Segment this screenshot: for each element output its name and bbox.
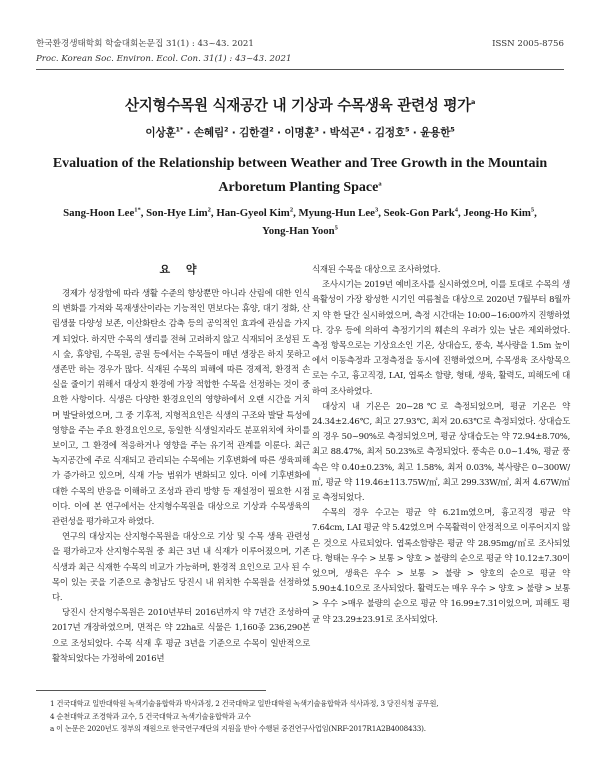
en-author-affiliation-mark: 2	[289, 206, 294, 214]
en-author-separator: ,	[534, 207, 537, 219]
journal-citation-en: Proc. Korean Soc. Environ. Ecol. Con. 31(1) : 43~43. 2021	[36, 54, 292, 64]
right-column	[312, 262, 570, 627]
abstract-paragraph-3: 당진시 산지형수목원은 2010년부터 2016년까지 약 7년간 조성하여 2017년 개장하였으며, 면적은 약 22ha로 식물은 1,160종 236,290본으로 조성되었다. 수목 식재 후 평균 3년을 기준으로 수목이 일반적으로 활착되었다는 가정하에 2016년	[52, 607, 310, 663]
korean-title-text: 산지형수목원 식재공간 내 기상과 수목생육 관련성 평가	[124, 97, 471, 114]
abstract-right-paragraph-1: 식재된 수목을 대상으로 조사하였다.	[312, 264, 441, 274]
abstract-right-paragraph-2: 조사시기는 2019년 예비조사를 실시하였으며, 이를 토대로 수목의 생육활성이 가장 왕성한 시기인 여름철을 대상으로 2020년 7월부터 8월까지 약 한 달간 실시하였으며, 측정 시간대는 10:00~16:00까지 진행하였다. 강우 등에 의하여 측정기기의 훼손의 우려가 있는 날은 제외하였다. 측정 항목으로는 기상요소인 기온, 상대습도, 풍속, 복사량을 1.5m 높이에서 이동측정과 고정측정을 동시에 진행하였으며, 수목생육 조사항목으로는 수고, 흉고직경, LAI, 엽록소 함량, 형태, 생육, 활력도, 피해도에 대하여 조사하였다.	[312, 279, 570, 396]
en-author-affiliation-mark: 5	[530, 206, 535, 214]
en-author-3: Han-Gyeol Kim$^2$	[216, 206, 294, 219]
title-ko-footnote-mark: a	[470, 98, 476, 107]
abstract-right-paragraph-4: 수목의 경우 수고는 평균 약 6.21m였으며, 흉고직경 평균 약 7.64cm, LAI 평균 약 5.42였으며 수목활력이 안정적으로 이루어지지 않은 것으로 사료되었다. 엽록소함량은 평균 약 28.95mg/㎡로 조사되었다. 형태는 우수 > 보통 > 양호 > 불량의 순으로 평균 약 10.12±7.30이었으며, 생육은 우수 > 보통 > 불량 > 양호의 순으로 평균 약 5.90±4.10으로 조사되었다. 활력도는 매우 우수 > 양호 > 불량 > 보통 > 우수 >매우 불량의 순으로 평균 약 16.99±7.31이었으며, 피해도 평균 약 23.29±23.91로 조사되었다.	[312, 507, 570, 624]
en-author-affiliation-mark: 3	[374, 206, 379, 214]
ko-author-1: 이상훈$^{1*}$	[145, 125, 184, 139]
en-author-affiliation-mark: 5	[334, 224, 338, 232]
ko-author-separator: ·	[409, 127, 421, 139]
en-author-separator: ,	[140, 207, 147, 219]
en-author-separator: ,	[457, 207, 464, 219]
abstract-heading: 요 약	[159, 263, 203, 276]
english-authors	[46, 204, 554, 240]
ko-author-3: 김한결$^2$	[239, 125, 274, 139]
en-author-4: Myung-Hun Lee$^3$	[298, 206, 379, 219]
ko-author-separator: ·	[183, 127, 194, 139]
ko-author-affiliation-mark: 5	[404, 125, 410, 134]
en-author-1: Sang-Hoon Lee$^{1*}$	[63, 206, 141, 219]
footnote-affiliations-2: 4 순천대학교 조경학과 교수, 5 건국대학교 녹색기술융합학과 교수	[50, 711, 251, 721]
ko-author-separator: ·	[318, 127, 330, 139]
abstract-right-paragraph-3: 대상지 내 기온은 20~28℃로 측정되었으며, 평균 기온은 약 24.34±2.46℃, 최고 27.93℃, 최저 20.63℃로 측정되었다. 상대습도의 경우 50~90%로 측정되었으며, 평균 상대습도는 약 72.94±8.70%, 최고 88.47%, 최저 50.23%로 측정되었다. 풍속은 0.0~1.4%, 평균 풍속은 약 0.40±0.23%, 최고 1.58%, 최저 0.03%, 복사량은 0~300W/㎡, 평균 약 119.46±113.75W/㎡, 최고 299.33W/㎡, 최저 4.67W/㎡로 측정되었다.	[312, 400, 570, 503]
en-author-2: Son-Hye Lim$^2$	[146, 206, 211, 219]
footnote-affiliations-1: 1 건국대학교 일반대학원 녹색기술융합학과 박사과정, 2 건국대학교 일반대학원 녹색기술융합학과 석사과정, 3 당진식청 공무원,	[50, 699, 439, 708]
ko-author-affiliation-mark: 2	[223, 125, 229, 134]
abstract-paragraph-2: 연구의 대상지는 산지형수목원을 대상으로 기상 및 수목 생육 관련성을 평가하고자 산지형수목원 중 최근 3년 내 식재가 이루어졌으며, 기존 식생과 최근 식재한 수목의 비교가 가능하며, 환경적 요인으로 고사 된 수목이 있는 곳을 기준으로 충청남도 당진시 내 위치한 수목원을 선정하였다.	[52, 531, 310, 603]
ko-author-affiliation-mark: 4	[359, 125, 365, 134]
en-author-affiliation-mark: 2	[207, 206, 211, 214]
issn: ISSN 2005-8756	[492, 39, 564, 49]
left-column	[52, 262, 310, 666]
ko-author-separator: ·	[364, 127, 375, 139]
ko-author-2: 손혜림$^2$	[193, 125, 229, 139]
footnote-rule	[36, 690, 266, 691]
ko-author-4: 이명훈$^3$	[284, 125, 319, 139]
header-rule	[36, 69, 564, 70]
en-author-separator: ,	[293, 207, 299, 219]
footnotes	[50, 698, 560, 736]
en-author-separator: ,	[210, 207, 217, 219]
abstract-paragraph-1: 경제가 성장함에 따라 생활 수준의 향상뿐만 아니라 산림에 대한 인식의 변화를 가져와 목재생산이라는 기능적인 면보다는 휴양, 대기 정화, 산림생물 다양성 보존, 이산화탄소 감축 등의 공익적인 효과에 관심을 가지게 되었다. 하지만 수목의 생리를 전혀 고려하지 않고 식재되어 조성된 도시 숲, 휴양림, 수목원, 공원 등에서는 수목들이 매년 생장은 하지 못하고 생존만 하는 경우가 많다. 식재된 수목의 피해에 따른 경제적, 환경적 손실을 줄이기 위해서 대상지 환경에 가장 적합한 수목을 선정하는 것이 중요한 사항이다. 식생은 다양한 환경요인의 영향하에서 오랜 시간을 거치며 발달하였으며, 그 중 기후적, 지형적요인은 식생의 구조와 발달 특성에 영향을 주는 주요 환경요인으로, 동일한 식생일지라도 분포위치에 차이를 보이고, 그 환경에 적응하거나 영향을 주는 유기적 관계를 이룬다. 최근 녹지공간에 주로 식재되고 관리되는 수목에는 기후변화에 따른 생육피해가 증가하고 있으며, 식재 가능 범위가 변화되고 있다. 이에 기후변화에 대한 수목의 반응을 이해하고 조성과 관리 방향 등 재설정이 필요한 시점이다. 이에 본 연구에서는 산지형수목원을 대상으로 기상과 수목생육의 관련성을 평가하고자 하였다.	[52, 288, 310, 527]
footnote-funding: a 이 논문은 2020년도 정부의 재원으로 한국연구재단의 지원을 받아 수행된 중견연구사업임(NRF-2017R1A2B4008433).	[50, 724, 426, 733]
english-title	[44, 152, 556, 200]
english-title-text: Evaluation of the Relationship between Weather and Tree Growth in the Mountain Arboretum Planting Space	[52, 156, 548, 195]
en-author-5: Seok-Gon Park$^4$	[383, 206, 458, 219]
ko-author-affiliation-mark: 1*	[175, 125, 184, 134]
ko-author-6: 김정호$^5$	[374, 125, 410, 139]
ko-author-5: 박석곤$^4$	[329, 125, 365, 139]
en-author-7: Yong-Han Yoon$^5$	[262, 224, 338, 237]
ko-author-affiliation-mark: 2	[269, 125, 274, 134]
en-author-affiliation-mark: 4	[454, 206, 458, 214]
en-author-6: Jeong-Ho Kim$^5$	[463, 206, 535, 219]
ko-author-affiliation-mark: 3	[314, 125, 319, 134]
en-author-separator: ,	[378, 207, 384, 219]
korean-authors	[30, 125, 570, 140]
en-author-affiliation-mark: 1*	[134, 206, 141, 214]
title-en-footnote-mark: a	[378, 180, 382, 188]
ko-author-affiliation-mark: 5	[450, 125, 455, 134]
ko-author-separator: ·	[273, 127, 285, 139]
journal-header-ko	[36, 38, 564, 51]
korean-title	[30, 94, 570, 115]
ko-author-separator: ·	[228, 127, 240, 139]
ko-author-7: 윤용한$^5$	[420, 125, 455, 139]
journal-citation-ko: 한국환경생태학회 학술대회논문집 31(1) : 43~43. 2021	[36, 39, 254, 49]
